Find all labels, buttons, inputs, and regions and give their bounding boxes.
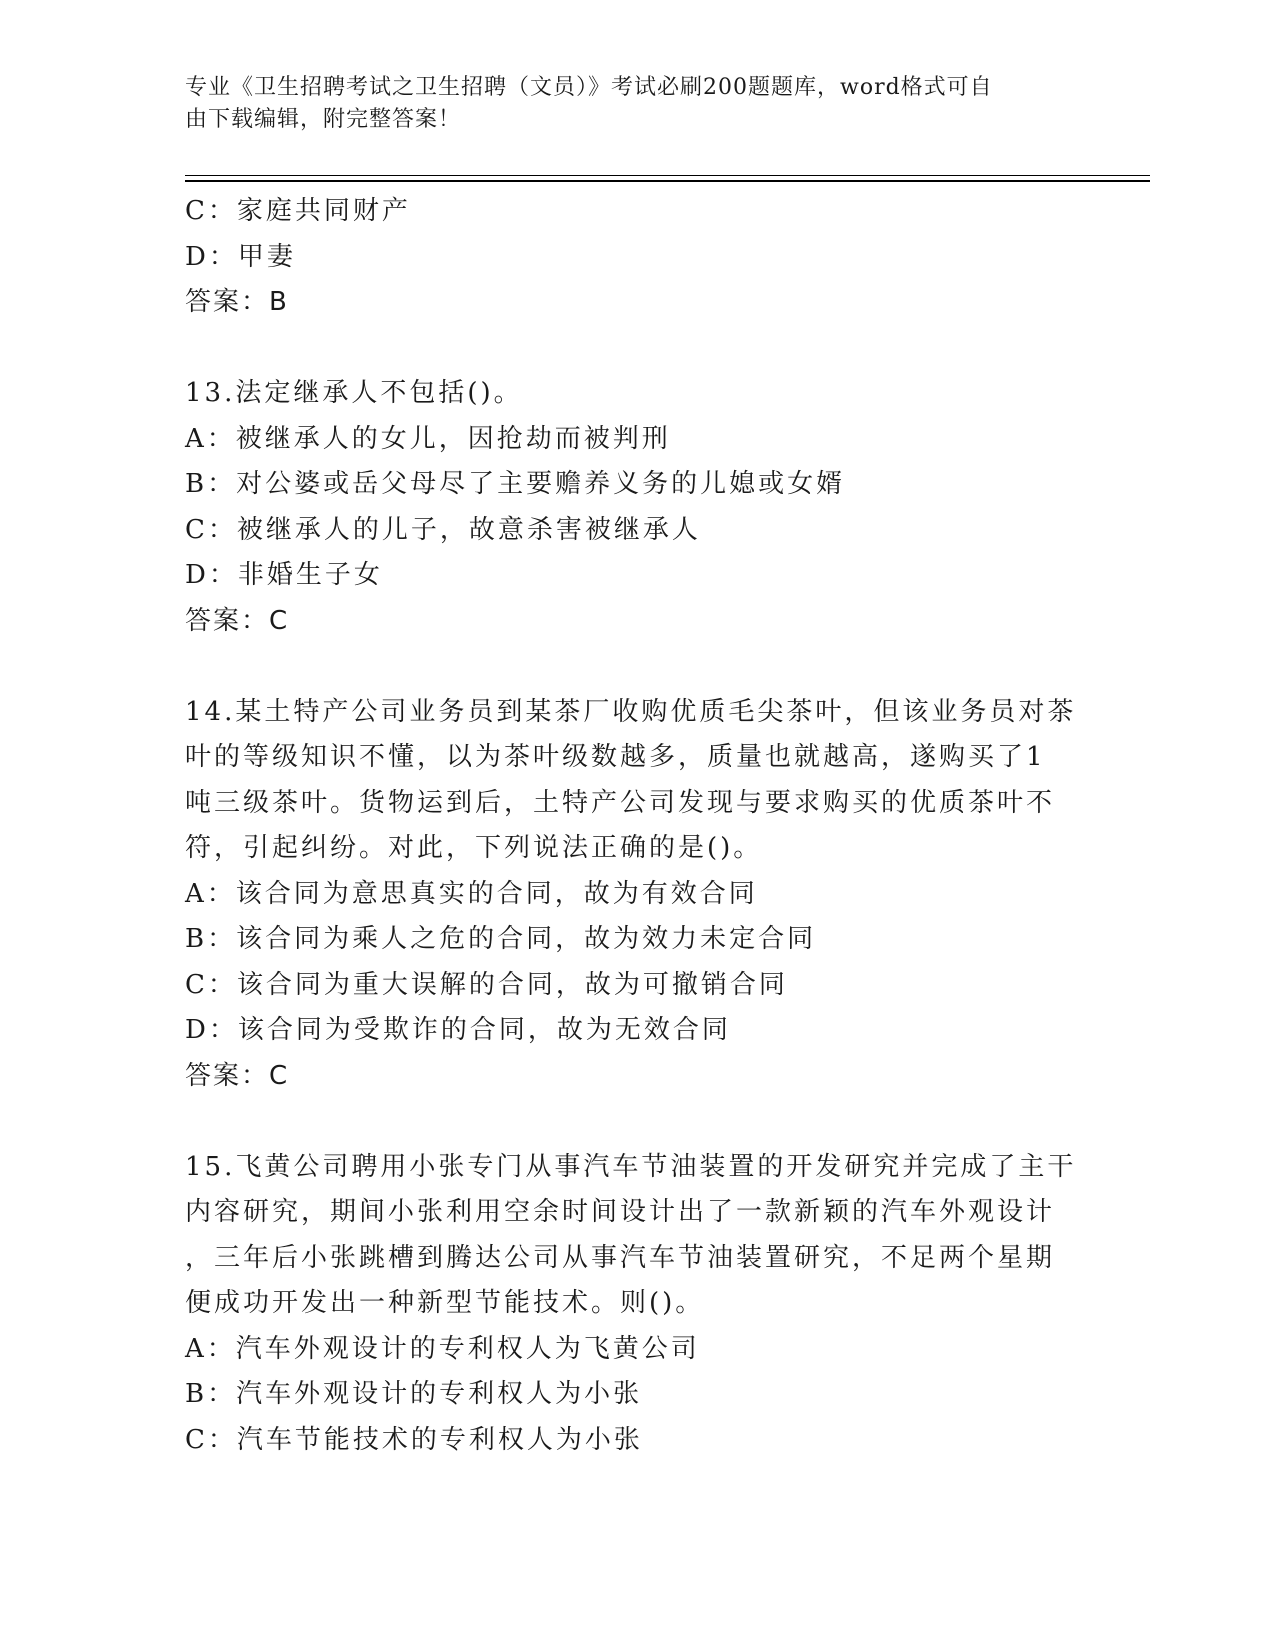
question-13 <box>185 371 1085 644</box>
question-stem-line: 内容研究，期间小张利用空余时间设计出了一款新颖的汽车外观设计 <box>185 1197 1056 1227</box>
question-14 <box>185 690 1085 1100</box>
option-d: D：非婚生子女 <box>185 560 383 590</box>
question-stem: 13.法定继承人不包括()。 <box>185 378 523 408</box>
option-a: A：被继承人的女儿，因抢劫而被判刑 <box>185 423 671 454</box>
answer-line: 答案：C <box>185 1060 290 1091</box>
option-b: B：汽车外观设计的专利权人为小张 <box>185 1379 643 1409</box>
option-a: A：该合同为意思真实的合同，故为有效合同 <box>185 878 758 909</box>
question-stem-line: 叶的等级知识不懂，以为茶叶级数越多，质量也就越高，遂购买了1 <box>185 742 1046 772</box>
document-header <box>185 72 1065 136</box>
question-stem-line: 符，引起纠纷。对此，下列说法正确的是()。 <box>185 833 763 863</box>
answer-line: 答案：C <box>185 605 290 636</box>
option-c: C：家庭共同财产 <box>185 196 411 226</box>
header-divider-thick <box>185 180 1150 182</box>
header-line-2: 由下载编辑，附完整答案！ <box>185 107 462 132</box>
header-divider-thin <box>185 175 1150 176</box>
answer-line: 答案：B <box>185 287 289 317</box>
question-12-continued <box>185 189 1085 326</box>
option-c: C：汽车节能技术的专利权人为小张 <box>185 1424 643 1455</box>
option-d: D：该合同为受欺诈的合同，故为无效合同 <box>185 1015 731 1045</box>
option-a: A：汽车外观设计的专利权人为飞黄公司 <box>185 1333 700 1364</box>
spacer <box>185 326 1085 372</box>
question-stem-line: 便成功开发出一种新型节能技术。则()。 <box>185 1288 705 1318</box>
question-stem-line: 15.飞黄公司聘用小张专门从事汽车节油装置的开发研究并完成了主干 <box>185 1151 1077 1182</box>
option-c: C：被继承人的儿子，故意杀害被继承人 <box>185 514 701 545</box>
spacer <box>185 1099 1085 1145</box>
option-d: D：甲妻 <box>185 241 296 272</box>
question-stem-line: 14.某土特产公司业务员到某茶厂收购优质毛尖茶叶，但该业务员对茶 <box>185 696 1077 727</box>
question-stem-line: 吨三级茶叶。货物运到后，土特产公司发现与要求购买的优质茶叶不 <box>185 787 1056 818</box>
option-c: C：该合同为重大误解的合同，故为可撤销合同 <box>185 969 788 1000</box>
question-list <box>185 189 1085 1463</box>
option-b: B：对公婆或岳父母尽了主要赡养义务的儿媳或女婿 <box>185 469 846 499</box>
question-stem-line: ，三年后小张跳槽到腾达公司从事汽车节油装置研究，不足两个星期 <box>185 1242 1056 1273</box>
spacer <box>185 644 1085 690</box>
header-line-1: 专业《卫生招聘考试之卫生招聘（文员）》考试必刷200题题库，word格式可自 <box>185 75 993 100</box>
option-b: B：该合同为乘人之危的合同，故为效力未定合同 <box>185 924 817 954</box>
question-15 <box>185 1145 1085 1464</box>
